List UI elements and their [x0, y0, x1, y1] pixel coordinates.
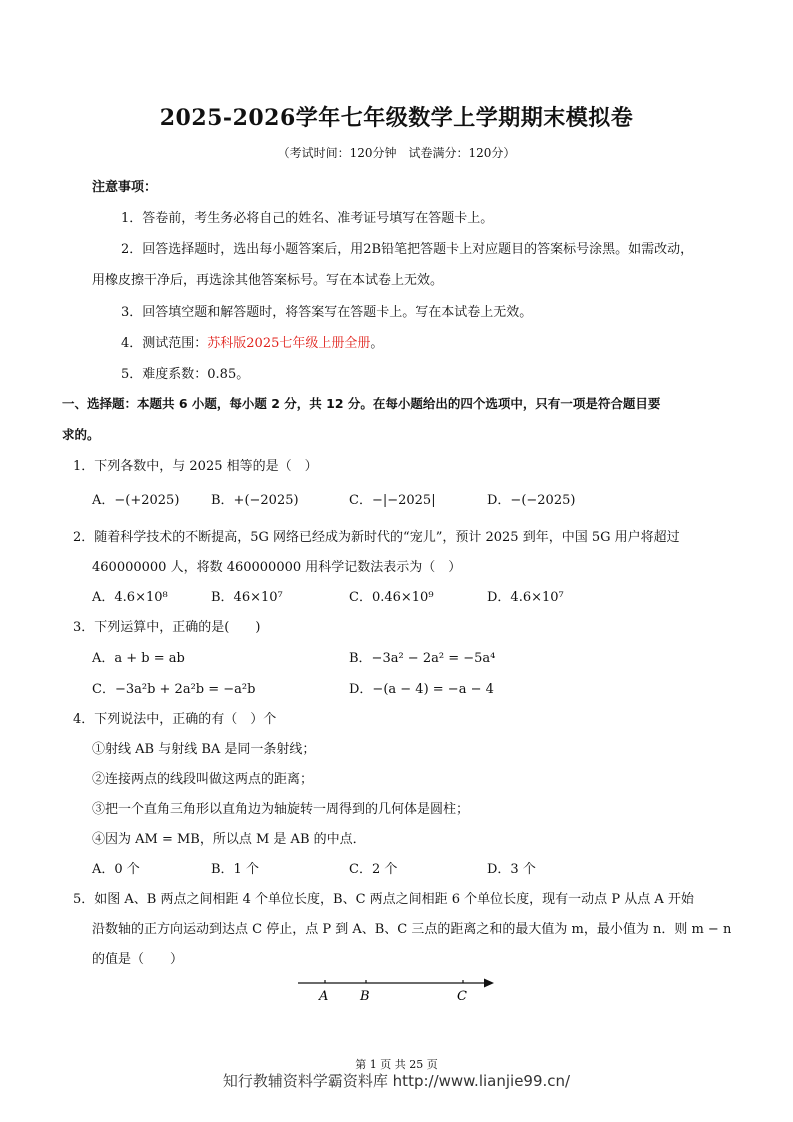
point-a-label: A	[319, 989, 329, 1004]
page-number: 第 1 页 共 25 页	[355, 1058, 438, 1071]
watermark: 知行教辅资料学霸资料库 http://www.lianjie99.cn/	[222, 1072, 571, 1090]
q2-stem: 2．随着科学技术的不断提高，5G 网络已经成为新时代的“宠儿”，预计 2025 到年，中国 5G 用户将超过	[73, 530, 680, 545]
q3-option-d: D．−(a − 4) = −a − 4	[349, 682, 494, 697]
q4-option-b: B．1 个	[211, 862, 259, 877]
q1-option-a: A．−(+2025)	[92, 493, 180, 508]
q4-statement-3: ③把一个直角三角形以直角边为轴旋转一周得到的几何体是圆柱；	[92, 802, 470, 817]
notice-item-4-suffix: 。	[370, 336, 384, 351]
q4-stem: 4．下列说法中，正确的有（ ）个	[73, 712, 277, 727]
notice-item-2: 2．回答选择题时，选出每小题答案后，用2B铅笔把答题卡上对应题目的答案标号涂黑。如需改动，	[121, 242, 694, 257]
q2-option-d: D．4.6×10⁷	[487, 590, 564, 605]
test-range: 苏科版2025七年级上册全册	[207, 336, 371, 351]
q4-statement-2: ②连接两点的线段叫做这两点的距离；	[92, 772, 314, 787]
q1-stem: 1．下列各数中，与 2025 相等的是（ ）	[73, 459, 318, 474]
q1-option-d: D．−(−2025)	[487, 493, 576, 508]
point-b-label: B	[360, 989, 370, 1004]
point-c-label: C	[457, 989, 467, 1004]
notice-item-3: 3．回答填空题和解答题时，将答案写在答题卡上。写在本试卷上无效。	[121, 305, 533, 320]
q4-option-a: A．0 个	[92, 862, 140, 877]
q4-option-d: D．3 个	[487, 862, 536, 877]
section-1-heading: 一、选择题：本题共 6 小题，每小题 2 分，共 12 分。在每小题给出的四个选项中，只有一项是符合题目要	[62, 396, 661, 411]
q2-option-a: A．4.6×10⁸	[92, 590, 168, 605]
q3-option-b: B．−3a² − 2a² = −5a⁴	[349, 651, 496, 666]
q4-statement-1: ①射线 AB 与射线 BA 是同一条射线；	[92, 742, 316, 757]
q3-option-c: C．−3a²b + 2a²b = −a²b	[92, 682, 256, 697]
q5-stem: 5．如图 A、B 两点之间相距 4 个单位长度，B、C 两点之间相距 6 个单位长度，现有一动点 P 从点 A 开始	[73, 892, 694, 907]
q3-stem: 3．下列运算中，正确的是( )	[73, 620, 261, 635]
q4-option-c: C．2 个	[349, 862, 398, 877]
notice-heading: 注意事项：	[92, 180, 158, 195]
notice-item-5: 5．难度系数：0.85。	[121, 367, 250, 382]
q5-stem-end: 的值是（ ）	[92, 952, 184, 967]
q4-statement-4: ④因为 AM = MB，所以点 M 是 AB 的中点．	[92, 832, 366, 847]
section-1-heading-cont: 求的。	[62, 427, 100, 442]
q1-option-b: B．+(−2025)	[211, 493, 299, 508]
q3-option-a: A．a + b = ab	[92, 651, 185, 666]
q1-option-c: C．−|−2025|	[349, 493, 436, 508]
q2-option-c: C．0.46×10⁹	[349, 590, 434, 605]
page-title: 2025-2026学年七年级数学上学期期末模拟卷	[159, 105, 634, 131]
q5-stem-cont: 沿数轴的正方向运动到达点 C 停止，点 P 到 A、B、C 三点的距离之和的最大值为 m，最小值为 n．则 m − n	[92, 922, 732, 937]
q2-stem-cont: 460000000 人，将数 460000000 用科学记数法表示为（ ）	[92, 560, 462, 575]
notice-item-1: 1．答卷前，考生务必将自己的姓名、准考证号填写在答题卡上。	[121, 211, 494, 226]
notice-item-4	[121, 332, 383, 351]
exam-info: （考试时间：120分钟 试卷满分：120分）	[277, 146, 516, 160]
notice-item-2-cont: 用橡皮擦干净后，再选涂其他答案标号。写在本试卷上无效。	[92, 273, 444, 288]
notice-item-4-prefix: 4．测试范围：	[121, 336, 208, 351]
arrow-right-icon	[484, 979, 494, 988]
q2-option-b: B．46×10⁷	[211, 590, 283, 605]
number-line-figure	[290, 970, 505, 1006]
